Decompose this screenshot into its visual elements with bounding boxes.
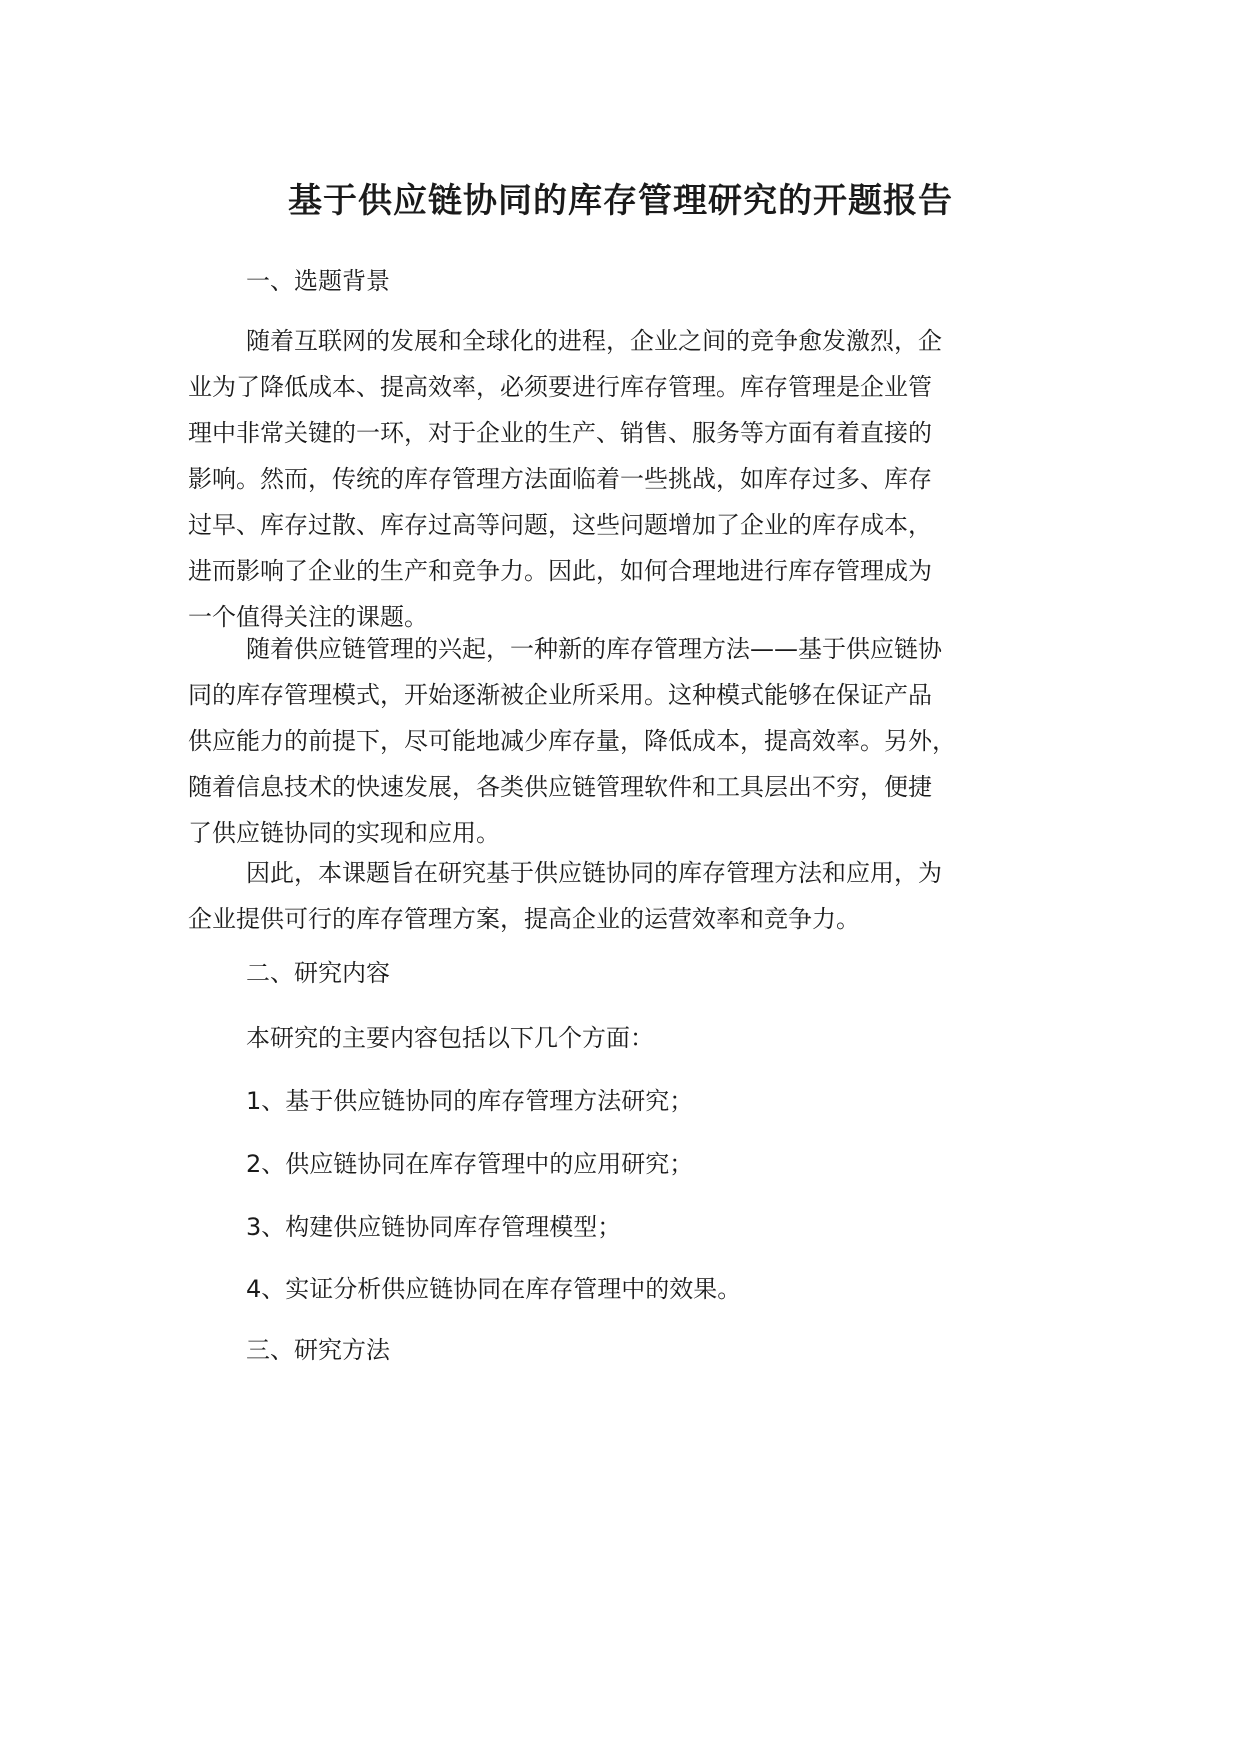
section-3-heading-block bbox=[188, 1327, 1088, 1373]
section-3-heading: 三、研究方法 bbox=[246, 1336, 390, 1364]
paragraph-2-line: 同的库存管理模式，开始逐渐被企业所采用。这种模式能够在保证产品 bbox=[188, 681, 932, 709]
section-2-intro-block bbox=[188, 1015, 1088, 1061]
section-2-item-3 bbox=[188, 1204, 1088, 1250]
paragraph-1-line: 理中非常关键的一环，对于企业的生产、销售、服务等方面有着直接的 bbox=[188, 419, 932, 447]
paragraph-2 bbox=[188, 626, 1088, 856]
list-item: 1、基于供应链协同的库存管理方法研究； bbox=[246, 1087, 694, 1115]
paragraph-2-line: 随着信息技术的快速发展，各类供应链管理软件和工具层出不穷，便捷 bbox=[188, 773, 932, 801]
paragraph-3-line: 企业提供可行的库存管理方案，提高企业的运营效率和竞争力。 bbox=[188, 905, 860, 933]
paragraph-1-line: 过早、库存过散、库存过高等问题，这些问题增加了企业的库存成本， bbox=[188, 511, 932, 539]
paragraph-1-line: 进而影响了企业的生产和竞争力。因此，如何合理地进行库存管理成为 bbox=[188, 557, 932, 585]
paragraph-2-line: 随着供应链管理的兴起，一种新的库存管理方法——基于供应链协 bbox=[246, 635, 942, 663]
paragraph-1-line: 随着互联网的发展和全球化的进程，企业之间的竞争愈发激烈，企 bbox=[246, 327, 942, 355]
paragraph-1-line: 一个值得关注的课题。 bbox=[188, 603, 428, 631]
section-2-item-1 bbox=[188, 1078, 1088, 1124]
section-1-heading: 一、选题背景 bbox=[246, 267, 390, 295]
list-item: 2、供应链协同在库存管理中的应用研究； bbox=[246, 1150, 694, 1178]
section-2-item-4 bbox=[188, 1266, 1088, 1312]
section-1-heading-block bbox=[188, 258, 1088, 304]
section-2-item-2 bbox=[188, 1141, 1088, 1187]
list-item: 4、实证分析供应链协同在库存管理中的效果。 bbox=[246, 1275, 742, 1303]
paragraph-1 bbox=[188, 318, 1088, 640]
section-2-heading: 二、研究内容 bbox=[246, 959, 390, 987]
section-2-heading-block bbox=[188, 950, 1088, 996]
paragraph-1-line: 业为了降低成本、提高效率，必须要进行库存管理。库存管理是企业管 bbox=[188, 373, 932, 401]
paragraph-2-line: 供应能力的前提下，尽可能地减少库存量，降低成本，提高效率。另外， bbox=[188, 727, 956, 755]
list-item: 3、构建供应链协同库存管理模型； bbox=[246, 1213, 622, 1241]
section-2-intro: 本研究的主要内容包括以下几个方面： bbox=[246, 1024, 654, 1052]
paragraph-1-line: 影响。然而，传统的库存管理方法面临着一些挑战，如库存过多、库存 bbox=[188, 465, 932, 493]
paragraph-3-line: 因此，本课题旨在研究基于供应链协同的库存管理方法和应用，为 bbox=[246, 859, 942, 887]
paragraph-2-line: 了供应链协同的实现和应用。 bbox=[188, 819, 500, 847]
document-title: 基于供应链协同的库存管理研究的开题报告 bbox=[288, 181, 953, 221]
paragraph-3 bbox=[188, 850, 1088, 942]
